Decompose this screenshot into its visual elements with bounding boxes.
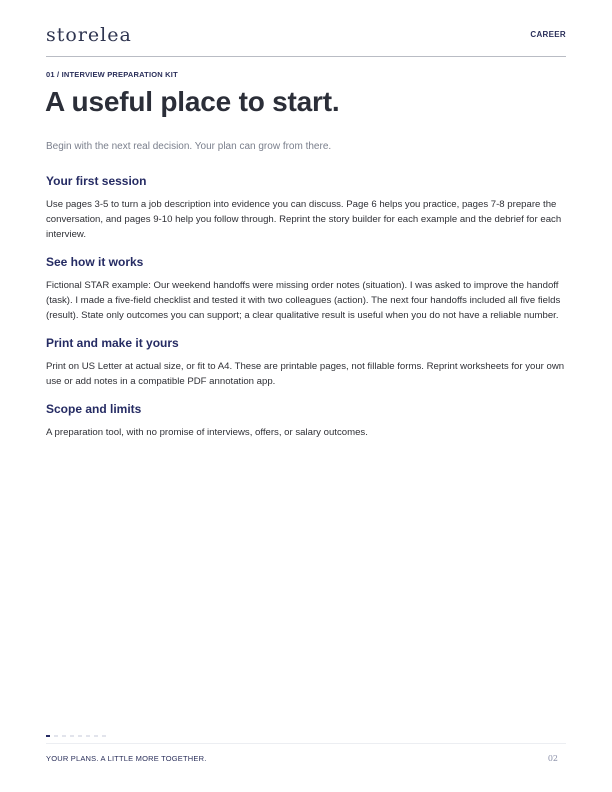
section-heading: Your first session bbox=[46, 174, 147, 188]
header-divider bbox=[46, 56, 566, 57]
section-print-and-make-it-yours bbox=[46, 336, 568, 389]
page-progress-indicator bbox=[46, 735, 126, 738]
section-scope-and-limits bbox=[46, 402, 568, 440]
page-number: 02 bbox=[547, 754, 558, 763]
section-heading: Print and make it yours bbox=[46, 336, 179, 350]
section-see-how-it-works bbox=[46, 255, 568, 323]
section-your-first-session bbox=[46, 174, 568, 242]
progress-dot bbox=[54, 735, 58, 737]
progress-dot bbox=[70, 735, 74, 737]
progress-dot bbox=[78, 735, 82, 737]
section-heading: Scope and limits bbox=[46, 402, 142, 416]
intro-text: Begin with the next real decision. Your plan can grow from there. bbox=[46, 141, 332, 152]
progress-dot bbox=[94, 735, 98, 737]
footer-tagline: YOUR PLANS. A LITTLE MORE TOGETHER. bbox=[46, 754, 207, 763]
section-label: CAREER bbox=[530, 30, 566, 39]
brand-logo: storelea bbox=[46, 24, 132, 46]
progress-dot bbox=[62, 735, 66, 737]
section-body: A preparation tool, with no promise of interviews, offers, or salary outcomes. bbox=[46, 427, 368, 438]
section-body: Print on US Letter at actual size, or fit to A4. These are printable pages, not fillable forms. Reprint worksheets for your own use or add notes in a compatible PDF annotation app. bbox=[46, 361, 565, 387]
section-heading: See how it works bbox=[46, 255, 144, 269]
section-body: Fictional STAR example: Our weekend handoffs were missing order notes (situation). I was asked to improve the handoff (task). I made a five-field checklist and tested it with two colleagues (action). The next four handoffs included all five fields (result). State only outcomes you can support; a clear qualitative result is useful when you do not have a reliable number. bbox=[46, 280, 561, 321]
section-body: Use pages 3-5 to turn a job description into evidence you can discuss. Page 6 helps you practice, pages 7-8 prepare the conversation, and pages 9-10 help you follow through. Reprint the story builder for each example and the debrief for each interview. bbox=[46, 199, 562, 240]
content-sections bbox=[46, 174, 568, 453]
page-header bbox=[46, 24, 566, 56]
page-title: A useful place to start. bbox=[45, 86, 340, 117]
kicker-label: 01 / INTERVIEW PREPARATION KIT bbox=[46, 70, 178, 79]
progress-dot bbox=[102, 735, 106, 737]
progress-dot bbox=[86, 735, 90, 737]
footer-divider bbox=[46, 743, 566, 744]
progress-dot bbox=[46, 735, 50, 737]
